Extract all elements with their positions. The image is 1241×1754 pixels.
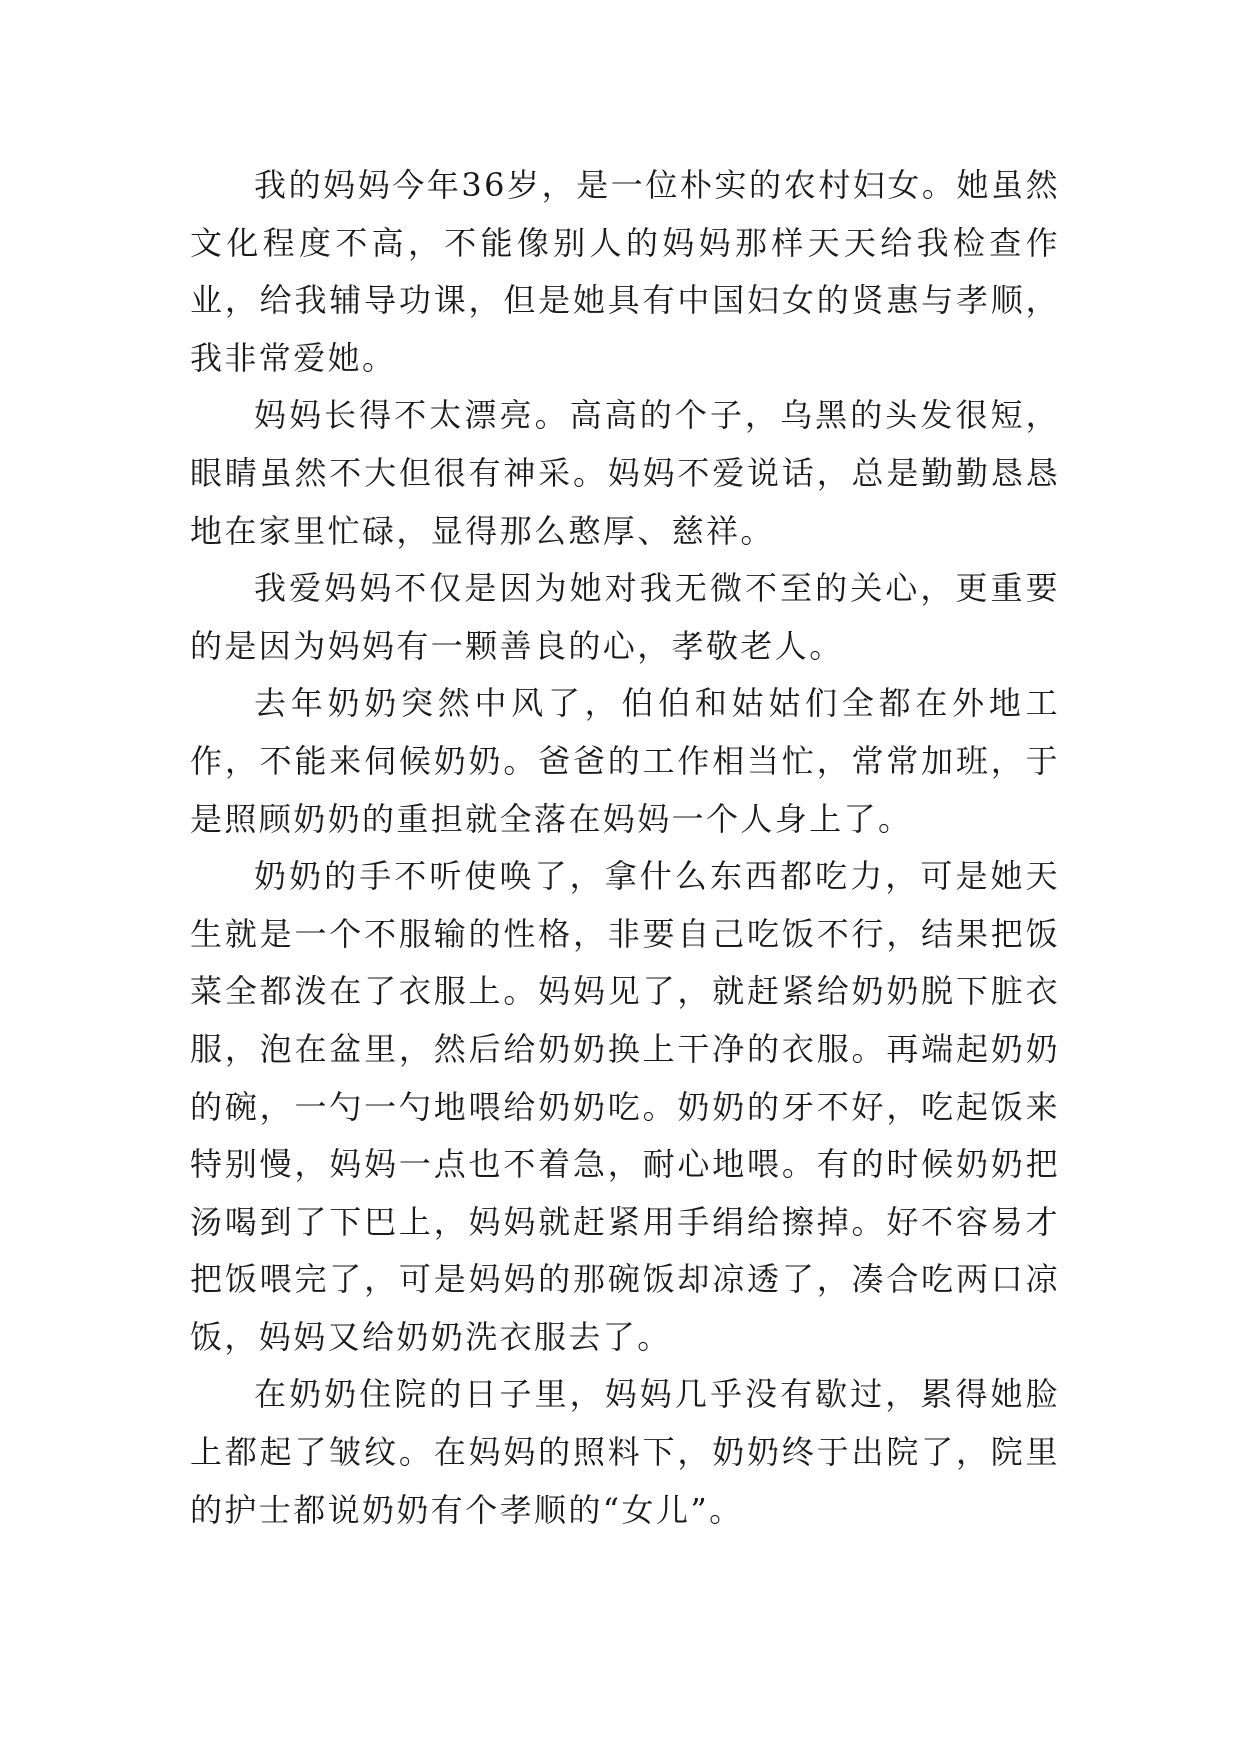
- paragraph: 我的妈妈今年36岁，是一位朴实的农村妇女。她虽然文化程度不高，不能像别人的妈妈那样天天给我检查作业，给我辅导功课，但是她具有中国妇女的贤惠与孝顺，我非常爱她。: [190, 166, 1060, 377]
- essay-body: [190, 157, 1060, 1539]
- paragraph: 奶奶的手不听使唤了，拿什么东西都吃力，可是她天生就是一个不服输的性格，非要自己吃饭不行，结果把饭菜全都泼在了衣服上。妈妈见了，就赶紧给奶奶脱下脏衣服，泡在盆里，然后给奶奶换上干净的衣服。再端起奶奶的碗，一勺一勺地喂给奶奶吃。奶奶的牙不好，吃起饭来特别慢，妈妈一点也不着急，耐心地喂。有的时候奶奶把汤喝到了下巴上，妈妈就赶紧用手绢给擦掉。好不容易才把饭喂完了，可是妈妈的那碗饭却凉透了，凑合吃两口凉饭，妈妈又给奶奶洗衣服去了。: [190, 857, 1060, 1356]
- paragraph: 我爱妈妈不仅是因为她对我无微不至的关心，更重要的是因为妈妈有一颗善良的心，孝敬老人。: [190, 569, 1060, 665]
- paragraph: 在奶奶住院的日子里，妈妈几乎没有歇过，累得她脸上都起了皱纹。在妈妈的照料下，奶奶终于出院了，院里的护士都说奶奶有个孝顺的“女儿”。: [190, 1375, 1060, 1529]
- paragraph: 妈妈长得不太漂亮。高高的个子，乌黑的头发很短，眼睛虽然不大但很有神采。妈妈不爱说话，总是勤勤恳恳地在家里忙碌，显得那么憨厚、慈祥。: [190, 396, 1060, 550]
- paragraph: 去年奶奶突然中风了，伯伯和姑姑们全都在外地工作，不能来伺候奶奶。爸爸的工作相当忙，常常加班，于是照顾奶奶的重担就全落在妈妈一个人身上了。: [190, 684, 1060, 838]
